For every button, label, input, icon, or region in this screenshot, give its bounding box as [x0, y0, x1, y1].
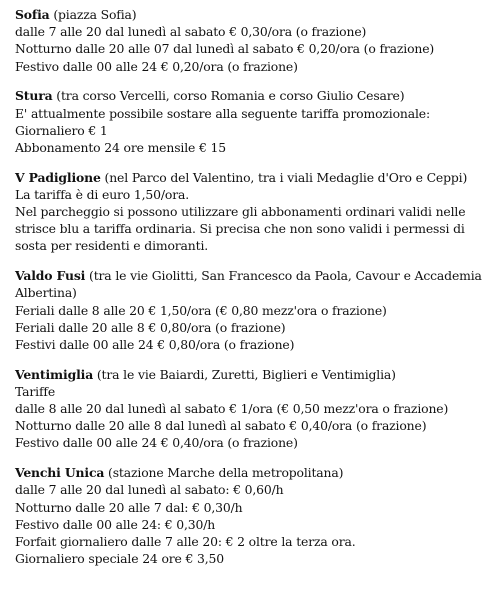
- parking-section-v-padiglione: [15, 169, 497, 255]
- parking-rates-document: [15, 6, 497, 580]
- parking-location: (piazza Sofia): [49, 7, 137, 22]
- parking-section-ventimiglia: [15, 366, 497, 452]
- rate-line: Feriali dalle 20 alle 8 € 0,80/ora (o frazione): [15, 319, 286, 335]
- rate-line: dalle 8 alle 20 dal lunedì al sabato € 1/ora (€ 0,50 mezz'ora o frazione): [15, 401, 449, 417]
- rate-line: La tariffa è di euro 1,50/ora.: [15, 186, 190, 202]
- rate-line: Notturno dalle 20 alle 8 dal lunedì al sabato € 0,40/ora (o frazione): [15, 418, 427, 434]
- section-heading: [15, 464, 497, 481]
- rate-line: Abbonamento 24 ore mensile € 15: [15, 139, 226, 155]
- parking-section-valdo-fusi: [15, 267, 497, 353]
- rate-line: Tariffe: [15, 383, 56, 399]
- section-heading: [15, 366, 497, 383]
- parking-name: Venchi Unica: [15, 465, 105, 481]
- rate-line: Notturno dalle 20 alle 07 dal lunedì al sabato € 0,20/ora (o frazione): [15, 41, 435, 57]
- rate-line: sosta per residenti e dimoranti.: [15, 238, 209, 254]
- parking-location: (tra corso Vercelli, corso Romania e corso Giulio Cesare): [52, 88, 405, 104]
- parking-location: (tra le vie Giolitti, San Francesco da Paola, Cavour e Accademia: [85, 268, 482, 284]
- parking-location: (tra le vie Baiardi, Zuretti, Biglieri e Ventimiglia): [93, 366, 396, 382]
- parking-section-stura: [15, 87, 497, 156]
- parking-section-venchi-unica: [15, 464, 497, 567]
- parking-name: Stura: [15, 88, 53, 104]
- rate-line: Albertina): [15, 285, 77, 301]
- rate-line: Notturno dalle 20 alle 7 dal: € 0,30/h: [15, 499, 243, 515]
- rate-line: Festivi dalle 00 alle 24 € 0,80/ora (o frazione): [15, 336, 295, 352]
- rate-line: Forfait giornaliero dalle 7 alle 20: € 2 oltre la terza ora.: [15, 533, 356, 549]
- section-heading: [15, 6, 497, 23]
- parking-name: Sofia: [15, 7, 50, 22]
- rate-line: Festivo dalle 00 alle 24: € 0,30/h: [15, 516, 216, 532]
- section-heading: [15, 267, 497, 284]
- rate-line: Festivo dalle 00 alle 24 € 0,20/ora (o frazione): [15, 58, 298, 74]
- parking-location: (stazione Marche della metropolitana): [104, 465, 344, 481]
- parking-name: V Padiglione: [15, 169, 101, 185]
- rate-line: Nel parcheggio si possono utilizzare gli abbonamenti ordinari validi nelle: [15, 204, 466, 220]
- rate-line: Feriali dalle 8 alle 20 € 1,50/ora (€ 0,80 mezz'ora o frazione): [15, 302, 387, 318]
- section-heading: [15, 87, 497, 104]
- rate-line: Giornaliero speciale 24 ore € 3,50: [15, 551, 225, 567]
- rate-line: dalle 7 alle 20 dal lunedì al sabato: € 0,60/h: [15, 482, 284, 498]
- rate-line: strisce blu a tariffa ordinaria. Si precisa che non sono validi i permessi di: [15, 221, 465, 237]
- rate-line: Festivo dalle 00 alle 24 € 0,40/ora (o frazione): [15, 435, 298, 451]
- parking-name: Ventimiglia: [15, 366, 94, 382]
- rate-line: Giornaliero € 1: [15, 122, 108, 138]
- parking-name: Valdo Fusi: [15, 268, 86, 284]
- section-heading: [15, 169, 497, 186]
- parking-location: (nel Parco del Valentino, tra i viali Medaglie d'Oro e Ceppi): [100, 169, 468, 185]
- rate-line: dalle 7 alle 20 dal lunedì al sabato € 0,30/ora (o frazione): [15, 24, 367, 40]
- rate-line: E' attualmente possibile sostare alla seguente tariffa promozionale:: [15, 105, 430, 121]
- parking-section-sofia: [15, 6, 497, 75]
